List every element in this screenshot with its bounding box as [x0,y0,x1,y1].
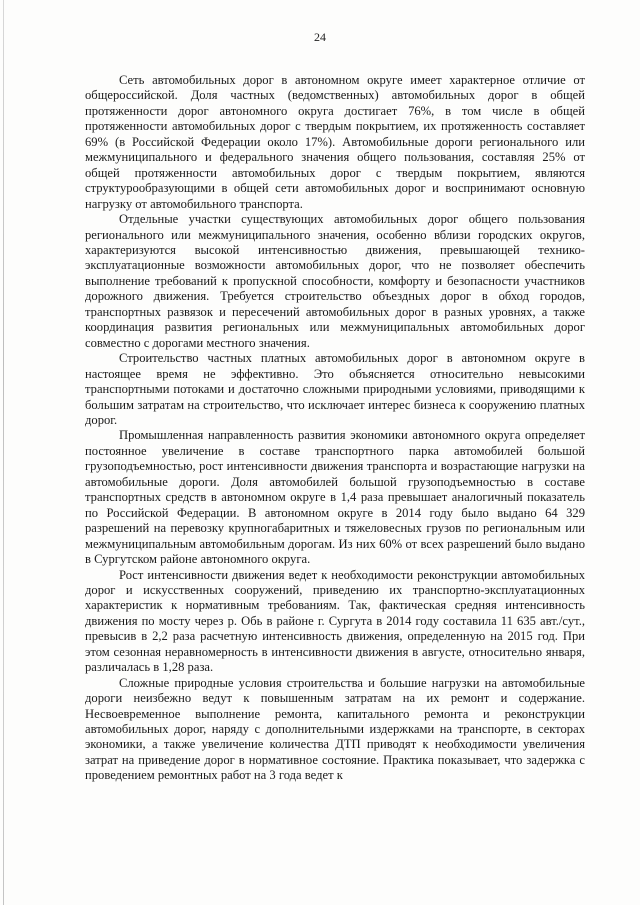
page-number: 24 [314,30,326,44]
paragraph-road-sections: Отдельные участки существующих автомобильных дорог общего пользования регионального или межмуниципального значения, особенно вблизи городских округов, характеризуются высокой интенсивностью движения, превышающей технико-эксплуатационные возможности автомобильных дорог, что не позволяет обеспечить выполнение требований к пропускной способности, комфорту и безопасности участников дорожного движения. Требуется строительство объездных дорог в обход городов, транспортных развязок и пересечений автомобильных дорог в разных уровнях, а также координация развития региональных или межмуниципальных автомобильных дорог совместно с дорогами местного значения. [85,212,585,350]
paragraph-road-network: Сеть автомобильных дорог в автономном округе имеет характерное отличие от общероссийской. Доля частных (ведомственных) автомобильных дорог в общей протяженности дорог автономного округа достигает 76%, в том числе в общей протяженности автомобильных дорог с твердым покрытием, их протяженность составляет 69% (в Российской Федерации около 17%). Автомобильные дороги регионального или межмуниципального и федерального значения общего пользования, составляя 25% от общей протяженности автомобильных дорог с твердым покрытием, являются структурообразующими в общей сети автомобильных дорог и воспринимают основную нагрузку от автомобильного транспорта. [85,73,585,211]
paragraph-toll-roads: Строительство частных платных автомобильных дорог в автономном округе в настоящее время не эффективно. Это объясняется относительно невысокими транспортными потоками и достаточно сложными природными условиями, приводящими к большим затратам на строительство, что исключает интерес бизнеса к сооружению платных дорог. [85,351,585,427]
paragraph-industrial-load: Промышленная направленность развития экономики автономного округа определяет постоянное увеличение в составе транспортного парка автомобилей большой грузоподъемностью, рост интенсивности движения транспорта и возрастающие нагрузки на автомобильные дороги. Доля автомобилей большой грузоподъемностью в составе транспортных средств в автономном округе в 1,4 раза превышает аналогичный показатель по Российской Федерации. В автономном округе в 2014 году было выдано 64 329 разрешений на перевозку крупногабаритных и тяжеловесных грузов по региональным или межмуниципальным автомобильным дорогам. Из них 60% от всех разрешений было выдано в Сургутском районе автономного округа. [85,428,585,567]
scan-edge [3,0,4,905]
document-body [85,73,585,784]
paragraph-repair-costs: Сложные природные условия строительства и большие нагрузки на автомобильные дороги неизбежно ведут к повышенным затратам на их ремонт и содержание. Несвоевременное выполнение ремонта, капитального ремонта и реконструкции автомобильных дорог, наряду с дополнительными издержками на транспорте, в секторах экономики, а также увеличение количества ДТП приводят к необходимости увеличения затрат на приведение дорог в нормативное состояние. Практика показывает, что задержка с проведением ремонтных работ на 3 года ведет к [85,675,585,783]
paragraph-traffic-growth: Рост интенсивности движения ведет к необходимости реконструкции автомобильных дорог и искусственных сооружений, приведению их транспортно-эксплуатационных характеристик к нормативным требованиям. Так, фактическая средняя интенсивность движения по мосту через р. Обь в районе г. Сургута в 2014 году составила 11 635 авт./сут., превысив в 2,2 раза расчетную интенсивность движения, определенную на 2015 год. При этом сезонная неравномерность в интенсивности движения в августе, относительно января, различалась в 1,28 раза. [85,567,585,675]
